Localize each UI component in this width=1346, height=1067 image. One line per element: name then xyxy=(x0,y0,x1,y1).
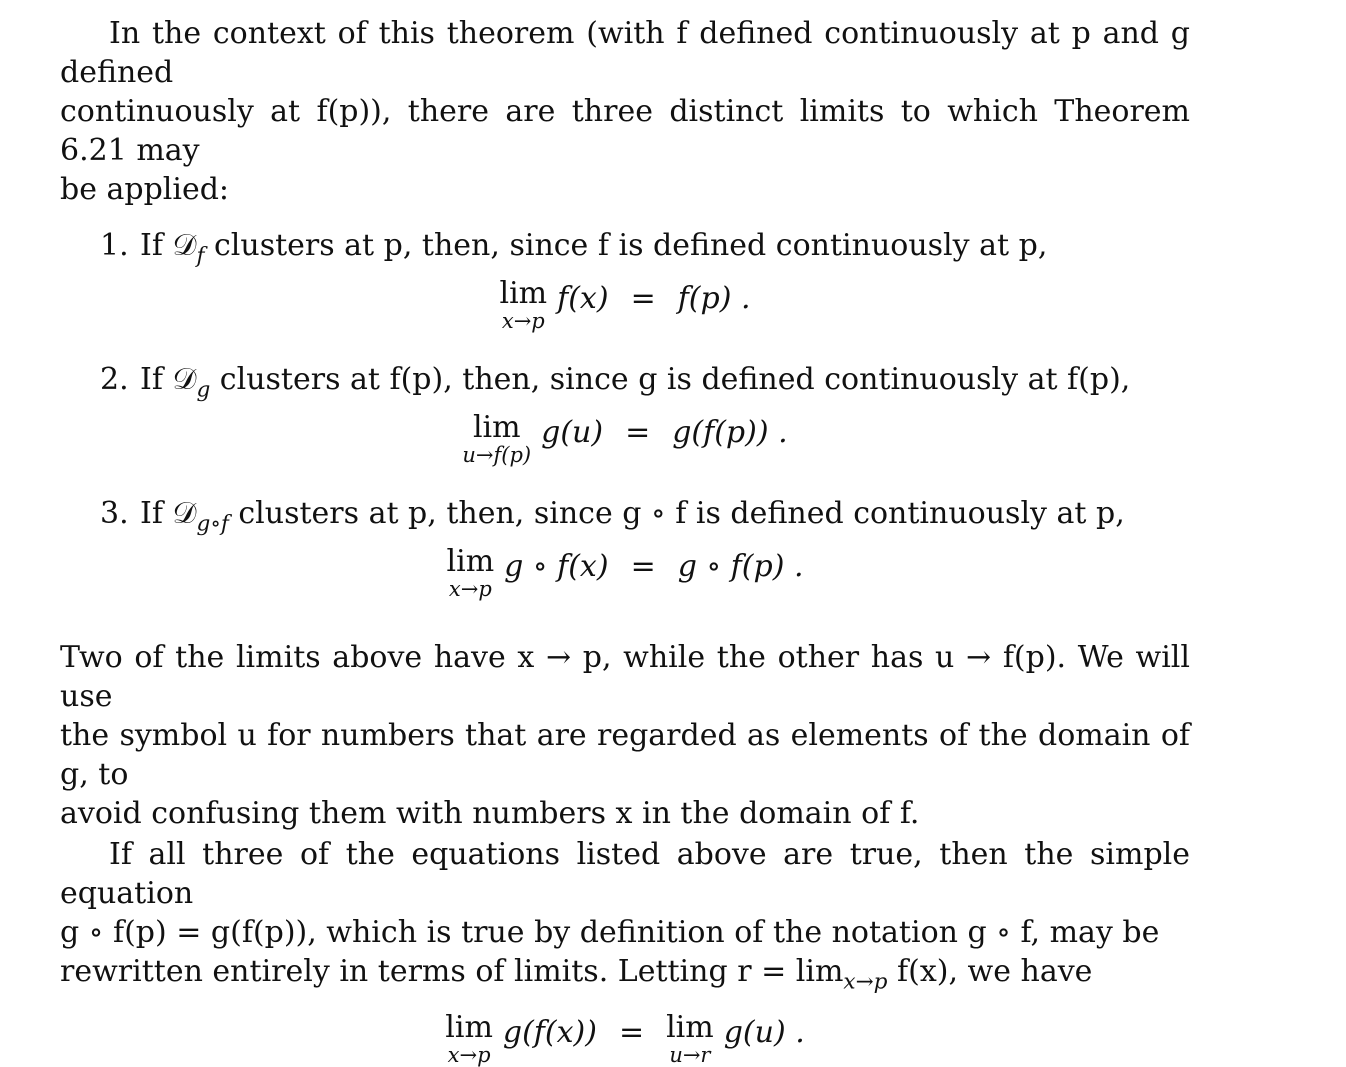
final-equation-right: g(u) . xyxy=(723,1015,805,1050)
lim-subscript: x→p xyxy=(447,1043,491,1067)
list-number: 1. xyxy=(100,228,129,263)
list-item-2 xyxy=(60,360,1190,403)
intro-line-3: be applied: xyxy=(60,172,230,207)
final-equation-left: g(f(x)) xyxy=(502,1015,597,1050)
list-number: 3. xyxy=(100,496,129,531)
equation-2 xyxy=(60,410,1190,467)
para3-line-2: g ∘ f(p) = g(f(p)), which is true by definition of the notation g ∘ f, may be xyxy=(60,915,1160,950)
equation-3 xyxy=(60,544,1190,601)
equals-sign: = xyxy=(625,415,651,450)
para3-line-1: If all three of the equations listed above are true, then the simple equation xyxy=(60,837,1190,911)
equals-sign: = xyxy=(630,549,656,584)
para2-line-1: Two of the limits above have x → p, while the other has u → f(p). We will use xyxy=(60,640,1190,714)
lim-subscript: u→r xyxy=(669,1043,711,1067)
equation-left: g(u) xyxy=(541,415,604,450)
equation-left: g ∘ f(x) xyxy=(504,549,609,584)
para3-line-3: rewritten entirely in terms of limits. Letting r = lim xyxy=(60,954,844,989)
lim-subscript: u→f(p) xyxy=(462,443,532,467)
para3-line-3-end: f(x), we have xyxy=(887,954,1093,989)
equals-sign: = xyxy=(630,281,656,316)
document-page xyxy=(60,14,1190,1066)
equation-left: f(x) xyxy=(557,281,609,316)
list-item-3 xyxy=(60,494,1190,537)
lim-label: lim xyxy=(472,410,521,445)
equals-sign: = xyxy=(618,1015,645,1050)
para2-line-3: avoid confusing them with numbers x in the domain of f. xyxy=(60,796,920,831)
paragraph-3 xyxy=(60,835,1190,995)
para2-line-2: the symbol u for numbers that are regarded as elements of the domain of g, to xyxy=(60,718,1190,792)
item-subscript: g xyxy=(196,377,211,403)
equation-right: f(p) . xyxy=(677,281,751,316)
lim-subscript: x→p xyxy=(448,577,492,601)
lim-subscript: x→p xyxy=(501,309,545,333)
limit-operator-right xyxy=(666,1010,714,1067)
intro-line-2: continuously at f(p)), there are three distinct limits to which Theorem 6.21 may xyxy=(60,94,1190,168)
item-text-rest: clusters at p, then, since f is defined continuously at p, xyxy=(204,228,1048,263)
item-text: If 𝒟 xyxy=(140,496,197,531)
lim-label: lim xyxy=(445,1010,493,1045)
item-text: If 𝒟 xyxy=(140,228,197,263)
item-text-rest: clusters at p, then, since g ∘ f is defined continuously at p, xyxy=(228,496,1125,531)
item-text-rest: clusters at f(p), then, since g is defined continuously at f(p), xyxy=(210,362,1131,397)
limit-operator xyxy=(446,544,495,601)
list-item-1 xyxy=(60,226,1190,269)
paragraph-2 xyxy=(60,638,1190,833)
equation-1 xyxy=(60,276,1190,333)
final-equation xyxy=(60,1010,1190,1067)
list-number: 2. xyxy=(100,362,129,397)
equation-right: g(f(p)) . xyxy=(672,415,788,450)
limit-operator xyxy=(462,410,532,467)
limit-operator xyxy=(499,276,548,333)
limit-operator-left xyxy=(445,1010,493,1067)
intro-paragraph xyxy=(60,14,1190,209)
para3-lim-subscript: x→p xyxy=(843,969,888,995)
lim-label: lim xyxy=(446,544,495,579)
intro-line-1: In the context of this theorem (with f defined continuously at p and g defined xyxy=(60,16,1190,90)
item-subscript: f xyxy=(196,243,205,269)
lim-label: lim xyxy=(666,1010,714,1045)
item-subscript: g∘f xyxy=(196,511,229,537)
item-text: If 𝒟 xyxy=(140,362,197,397)
lim-label: lim xyxy=(499,276,548,311)
equation-right: g ∘ f(p) . xyxy=(677,549,804,584)
